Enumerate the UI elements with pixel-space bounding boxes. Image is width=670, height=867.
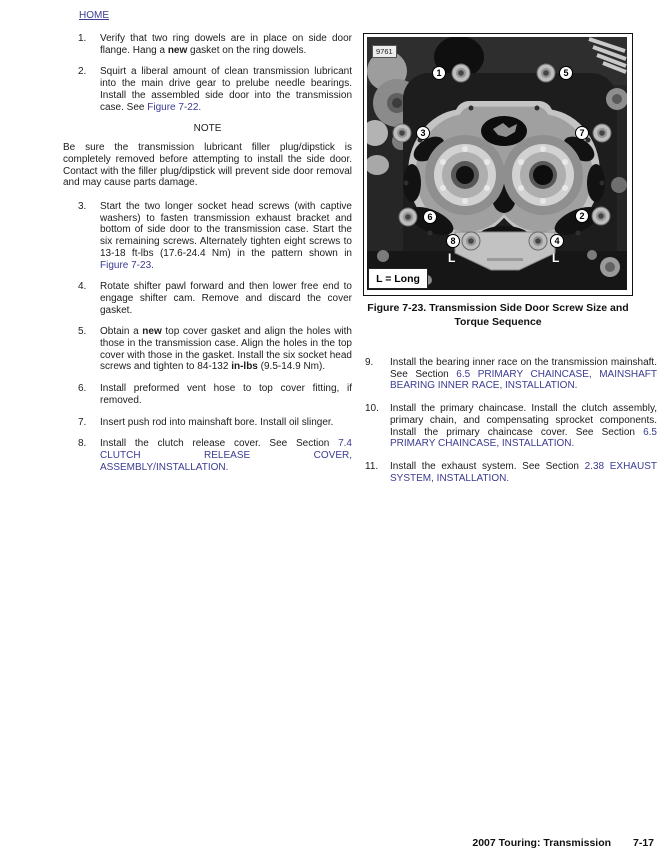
figure-caption-line1: Figure 7-23. Transmission Side Door Screw Size and xyxy=(367,302,629,314)
figure-caption xyxy=(363,302,633,329)
left-column xyxy=(63,33,352,483)
steps-9-11 xyxy=(363,357,657,495)
step-text: Insert push rod into mainshaft bore. Install oil slinger. xyxy=(100,416,334,428)
step-number: 8. xyxy=(78,438,87,450)
step-text: Rotate shifter pawl forward and then lower free end to engage shifter cam. Remove and discard the cover gasket. xyxy=(100,281,352,316)
step-number: 4. xyxy=(78,281,87,293)
callout-3: 3 xyxy=(416,126,430,140)
step-number: 9. xyxy=(365,357,374,368)
list-item xyxy=(63,201,352,271)
callout-1: 1 xyxy=(432,66,446,80)
screw-length-letter: L xyxy=(552,251,560,265)
list-item xyxy=(363,357,657,392)
list-item xyxy=(63,438,352,473)
list-item xyxy=(63,66,352,113)
photo-id-tag: 9761 xyxy=(372,45,397,58)
figure-caption-line2: Torque Sequence xyxy=(454,315,542,328)
section-link[interactable]: 6.5 PRIMARY CHAINCASE, INSTALLATION. xyxy=(390,426,657,450)
callout-8: 8 xyxy=(446,234,460,248)
step-text: Install the clutch release cover. See Section xyxy=(100,438,339,450)
step-text: gasket on the ring dowels. xyxy=(187,44,307,56)
step-number: 10. xyxy=(365,403,379,415)
section-link[interactable]: Figure 7-23. xyxy=(100,259,154,271)
footer-page-number: 7-17 xyxy=(632,837,654,849)
callout-4: 4 xyxy=(550,234,564,248)
step-text: Start the two longer socket head screws (with captive washers) to fasten transmission exhaust bracket and bottom of side door to the transmission case. Start the six remaining screws. Alternately tighten eight screws to 13-18 ft-lbs (17.6-24.4 Nm) in the pattern shown in xyxy=(100,201,352,259)
step-text: Install the primary chaincase. Install the clutch assembly, primary chain, and compensating sprocket components. Install the primary chaincase cover. See Section xyxy=(390,403,657,438)
step-number: 6. xyxy=(78,383,87,395)
list-item xyxy=(363,461,657,484)
screw-length-letter: L xyxy=(448,251,456,265)
section-link[interactable]: 6.5 PRIMARY CHAINCASE, MAINSHAFT BEARING INNER RACE, INSTALLATION. xyxy=(390,368,657,392)
emphasis-text: in-lbs xyxy=(231,361,258,373)
step-number: 11. xyxy=(365,460,379,472)
note-body: Be sure the transmission lubricant filler plug/dipstick is completely removed before attempting to install the side door. Contact with the filler plug/dipstick will prevent side door removal and may cause parts damage. xyxy=(63,142,352,189)
section-link[interactable]: 2.38 EXHAUST SYSTEM, INSTALLATION. xyxy=(390,460,657,484)
list-item xyxy=(63,326,352,373)
transmission-photo-art xyxy=(367,37,627,290)
section-link[interactable]: 7.4 CLUTCH RELEASE COVER, ASSEMBLY/INSTALLATION. xyxy=(100,438,352,473)
list-item xyxy=(63,281,352,316)
step-number: 1. xyxy=(78,33,87,44)
step-text: Install preformed vent hose to top cover fitting, if removed. xyxy=(100,383,352,406)
callout-5: 5 xyxy=(559,66,573,80)
step-text: Install the bearing inner race on the transmission mainshaft. See Section xyxy=(390,357,657,380)
footer-title: 2007 Touring: Transmission xyxy=(472,837,612,849)
steps-1-2 xyxy=(63,33,352,113)
step-text: Install the exhaust system. See Section xyxy=(390,460,585,472)
step-text: Obtain a xyxy=(100,326,143,338)
step-text: Verify that two ring dowels are in place on side door flange. Hang a xyxy=(100,33,352,56)
list-item xyxy=(63,417,352,429)
figure-7-23-frame xyxy=(363,33,633,296)
emphasis-text: new xyxy=(142,326,162,338)
step-text: top cover gasket and align the holes with those in the transmission case. Align the holes in the top cover with those in the gasket. Install the six socket head screws and tighten to 84-132 xyxy=(100,326,352,373)
step-number: 3. xyxy=(78,201,87,213)
list-item xyxy=(363,403,657,450)
list-item xyxy=(63,383,352,406)
page-footer xyxy=(472,837,654,849)
home-link[interactable]: HOME xyxy=(79,10,109,21)
note-block xyxy=(63,123,352,189)
legend-l-long: L = Long xyxy=(368,268,428,289)
callout-6: 6 xyxy=(423,210,437,224)
transmission-photo xyxy=(367,37,627,290)
step-text: Squirt a liberal amount of clean transmission lubricant into the main drive gear to prelube needle bearings. Install the assembled side door into the transmission case. See xyxy=(100,66,352,113)
note-heading: NOTE xyxy=(193,123,222,135)
steps-3-8 xyxy=(63,201,352,473)
list-item xyxy=(63,33,352,56)
callout-2: 2 xyxy=(575,209,589,223)
step-number: 2. xyxy=(78,66,87,78)
callout-7: 7 xyxy=(575,126,589,140)
step-number: 5. xyxy=(78,326,87,338)
step-text: (9.5-14.9 Nm). xyxy=(257,361,326,373)
step-number: 7. xyxy=(78,416,87,428)
section-link[interactable]: Figure 7-22. xyxy=(147,101,202,113)
emphasis-text: new xyxy=(167,44,188,56)
